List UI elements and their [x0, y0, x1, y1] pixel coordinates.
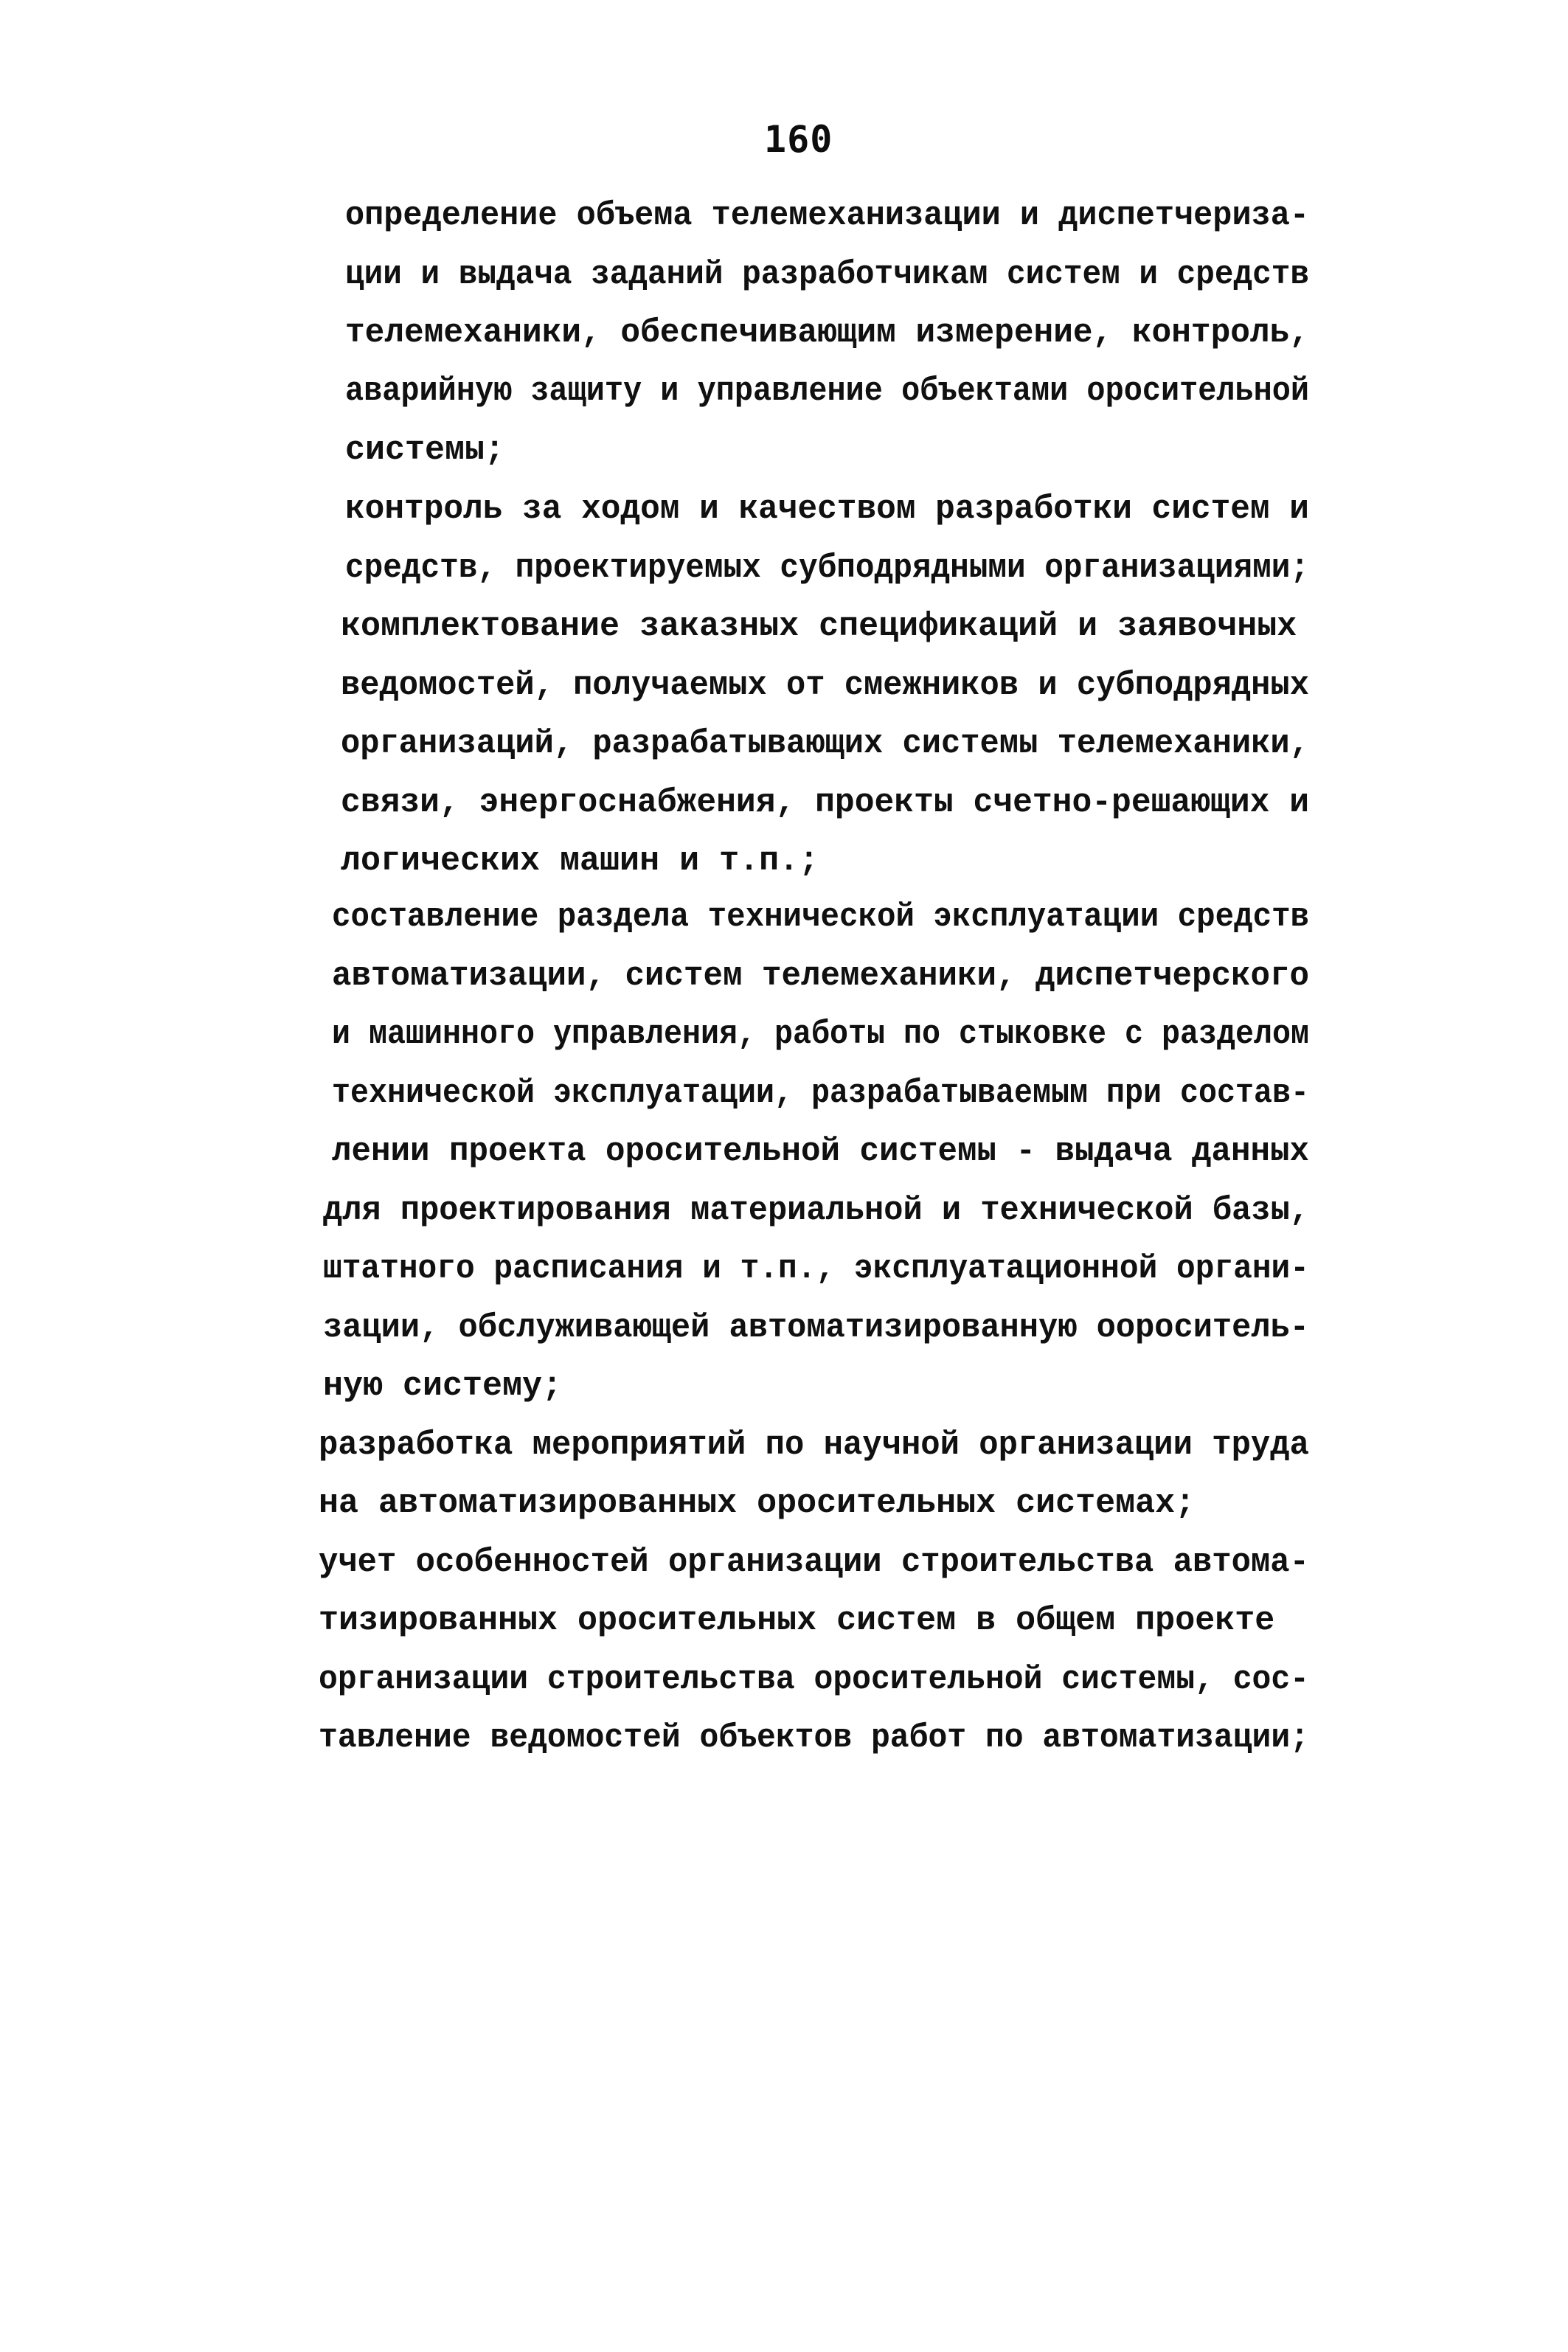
text-line: зации, обслуживающей автоматизированную оороситель- — [323, 1309, 1310, 1347]
page-number: 160 — [764, 118, 833, 161]
text-line: на автоматизированных оросительных системах; — [319, 1485, 1196, 1522]
text-line: системы; — [345, 431, 505, 469]
text-line: телемеханики, обеспечивающим измерение, контроль, — [345, 314, 1309, 352]
text-line: организации строительства оросительной системы, сос- — [319, 1661, 1310, 1699]
text-line: ции и выдача заданий разработчикам систем и средств — [345, 256, 1309, 294]
text-line: технической эксплуатации, разрабатываемым при состав- — [332, 1075, 1310, 1112]
text-line: ную систему; — [323, 1367, 563, 1405]
text-line: комплектование заказных спецификаций и заявочных — [341, 608, 1297, 645]
text-line: контроль за ходом и качеством разработки систем и — [345, 490, 1309, 528]
text-line: автоматизации, систем телемеханики, диспетчерского — [332, 957, 1309, 995]
text-line: составление раздела технической эксплуатации средств — [332, 898, 1310, 936]
text-line: штатного расписания и т.п., эксплуатационной органи- — [323, 1250, 1309, 1288]
text-line: для проектирования материальной и технической базы, — [323, 1192, 1310, 1229]
text-line: связи, энергоснабжения, проекты счетно-решающих и — [341, 784, 1310, 822]
text-line: разработка мероприятий по научной организации труда — [319, 1426, 1309, 1464]
text-line: ведомостей, получаемых от смежников и субподрядных — [341, 667, 1309, 704]
text-line: организаций, разрабатывающих системы телемеханики, — [341, 725, 1309, 763]
text-line: лении проекта оросительной системы - выдача данных — [332, 1133, 1309, 1170]
text-line: и машинного управления, работы по стыковке с разделом — [332, 1016, 1310, 1053]
text-line: средств, проектируемых субподрядными организациями; — [345, 549, 1309, 587]
text-line: учет особенностей организации строительства автома- — [319, 1544, 1309, 1581]
text-line: логических машин и т.п.; — [341, 842, 819, 880]
text-line: тизированных оросительных систем в общем проекте — [319, 1602, 1275, 1640]
text-line: тавление ведомостей объектов работ по автоматизации; — [319, 1719, 1310, 1757]
text-line: определение объема телемеханизации и диспетчериза- — [345, 197, 1310, 235]
text-line: аварийную защиту и управление объектами оросительной — [345, 372, 1310, 410]
